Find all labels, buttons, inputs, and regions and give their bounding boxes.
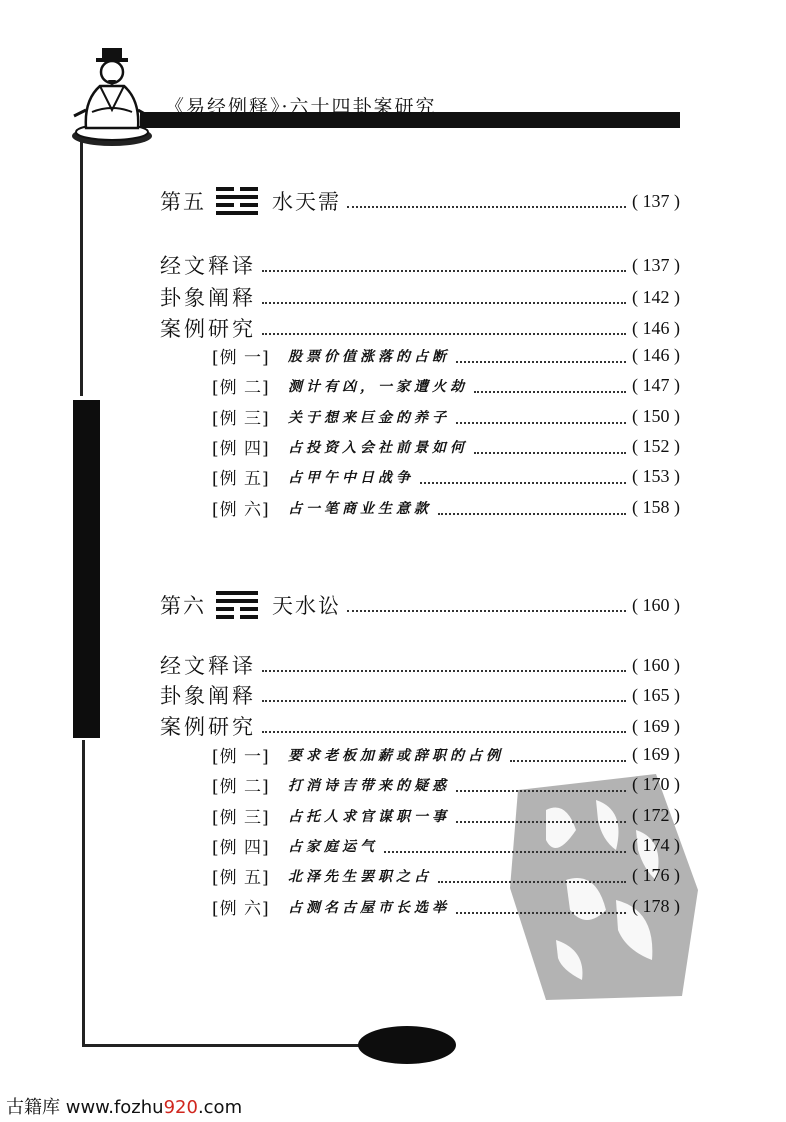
leader-dots bbox=[347, 206, 626, 208]
example-row[interactable] bbox=[212, 742, 680, 767]
section-label: 卦象阐释 bbox=[160, 286, 256, 310]
leader-dots bbox=[438, 881, 626, 883]
example-title: 要求老板加薪或辞职的占例 bbox=[288, 747, 504, 764]
page-number: ( 153 ) bbox=[632, 466, 680, 486]
example-row[interactable] bbox=[212, 863, 680, 888]
page-number: ( 158 ) bbox=[632, 497, 680, 517]
example-title: 占家庭运气 bbox=[288, 838, 378, 855]
example-label: [例 二] bbox=[212, 777, 270, 797]
section-label: 卦象阐释 bbox=[160, 684, 256, 708]
section-jingwen[interactable] bbox=[160, 650, 680, 680]
leader-dots bbox=[262, 333, 626, 335]
example-row[interactable] bbox=[212, 803, 680, 828]
left-rail-thick bbox=[73, 400, 100, 738]
header-title: 《易经例释》·六十四卦案研究 bbox=[165, 96, 437, 118]
example-row[interactable] bbox=[212, 434, 680, 459]
example-label: [例 一] bbox=[212, 747, 270, 767]
example-title: 占托人求官谋职一事 bbox=[288, 808, 450, 825]
left-rail-lower bbox=[82, 740, 85, 1045]
page-number: ( 142 ) bbox=[632, 286, 680, 307]
footer-site-suffix: .com bbox=[197, 1097, 243, 1118]
example-row[interactable] bbox=[212, 343, 680, 368]
xu-hexagram-icon bbox=[216, 187, 258, 215]
section-label: 案例研究 bbox=[160, 317, 256, 341]
leader-dots bbox=[456, 790, 626, 792]
leader-dots bbox=[347, 610, 626, 612]
example-title: 北泽先生罢职之占 bbox=[288, 868, 432, 885]
footer-oval bbox=[358, 1026, 456, 1064]
leader-dots bbox=[262, 731, 626, 733]
song-hexagram-icon bbox=[216, 591, 258, 619]
page-number: ( 146 ) bbox=[632, 317, 680, 338]
example-title: 占投资入会社前景如何 bbox=[288, 439, 468, 456]
chapter-5[interactable] bbox=[160, 186, 680, 216]
section-anli[interactable] bbox=[160, 711, 680, 741]
example-label: [例 三] bbox=[212, 409, 270, 429]
example-label: [例 六] bbox=[212, 899, 270, 919]
example-row[interactable] bbox=[212, 495, 680, 520]
chapter-6[interactable] bbox=[160, 590, 680, 620]
page-number: ( 160 ) bbox=[632, 594, 680, 615]
page-number: ( 160 ) bbox=[632, 654, 680, 675]
page-number: ( 170 ) bbox=[632, 774, 680, 794]
section-guaxiang[interactable] bbox=[160, 282, 680, 312]
leader-dots bbox=[420, 482, 626, 484]
example-row[interactable] bbox=[212, 894, 680, 919]
leader-dots bbox=[262, 270, 626, 272]
example-label: [例 五] bbox=[212, 469, 270, 489]
page-number: ( 150 ) bbox=[632, 406, 680, 426]
leader-dots bbox=[456, 361, 626, 363]
page-number: ( 176 ) bbox=[632, 865, 680, 885]
scholar-figure-icon bbox=[66, 40, 158, 148]
page-number: ( 178 ) bbox=[632, 896, 680, 916]
chapter-label: 第五 bbox=[160, 190, 206, 214]
leader-dots bbox=[474, 452, 626, 454]
page-number: ( 146 ) bbox=[632, 345, 680, 365]
leader-dots bbox=[438, 513, 626, 515]
example-row[interactable] bbox=[212, 464, 680, 489]
chapter-name: 天水讼 bbox=[272, 594, 341, 618]
example-title: 股票价值涨落的占断 bbox=[288, 348, 450, 365]
footer-site-number: 920 bbox=[163, 1097, 198, 1118]
leader-dots bbox=[510, 760, 626, 762]
footer-line bbox=[82, 1044, 382, 1047]
example-label: [例 六] bbox=[212, 500, 270, 520]
page-number: ( 152 ) bbox=[632, 436, 680, 456]
page-number: ( 174 ) bbox=[632, 835, 680, 855]
section-jingwen[interactable] bbox=[160, 250, 680, 280]
page-number: ( 169 ) bbox=[632, 715, 680, 736]
example-title: 测计有凶，一家遭火劫 bbox=[288, 378, 468, 395]
leader-dots bbox=[384, 851, 626, 853]
section-label: 经文释译 bbox=[160, 254, 256, 278]
leader-dots bbox=[456, 912, 626, 914]
page-number: ( 137 ) bbox=[632, 254, 680, 275]
example-label: [例 四] bbox=[212, 838, 270, 858]
example-label: [例 四] bbox=[212, 439, 270, 459]
section-anli[interactable] bbox=[160, 313, 680, 343]
example-title: 占一笔商业生意款 bbox=[288, 500, 432, 517]
example-row[interactable] bbox=[212, 373, 680, 398]
section-label: 经文释译 bbox=[160, 654, 256, 678]
example-label: [例 五] bbox=[212, 868, 270, 888]
example-row[interactable] bbox=[212, 404, 680, 429]
leader-dots bbox=[474, 391, 626, 393]
leader-dots bbox=[456, 821, 626, 823]
section-label: 案例研究 bbox=[160, 715, 256, 739]
page-number: ( 169 ) bbox=[632, 744, 680, 764]
page-number: ( 147 ) bbox=[632, 375, 680, 395]
chapter-label: 第六 bbox=[160, 594, 206, 618]
example-title: 占甲午中日战争 bbox=[288, 469, 414, 486]
leader-dots bbox=[456, 422, 626, 424]
page-number: ( 165 ) bbox=[632, 684, 680, 705]
leader-dots bbox=[262, 700, 626, 702]
example-label: [例 三] bbox=[212, 808, 270, 828]
example-title: 关于想来巨金的养子 bbox=[288, 409, 450, 426]
example-label: [例 一] bbox=[212, 348, 270, 368]
left-rail-thin bbox=[80, 140, 83, 396]
chapter-name: 水天需 bbox=[272, 190, 341, 214]
footer-site-prefix: 古籍库 www.fozhu bbox=[6, 1097, 164, 1118]
example-title: 打消诗吉带来的疑惑 bbox=[288, 777, 450, 794]
example-row[interactable] bbox=[212, 833, 680, 858]
leader-dots bbox=[262, 670, 626, 672]
section-guaxiang[interactable] bbox=[160, 680, 680, 710]
leader-dots bbox=[262, 302, 626, 304]
example-label: [例 二] bbox=[212, 378, 270, 398]
page-number: ( 172 ) bbox=[632, 805, 680, 825]
example-row[interactable] bbox=[212, 772, 680, 797]
example-title: 占测名古屋市长选举 bbox=[288, 899, 450, 916]
footer-site-url[interactable] bbox=[6, 1093, 242, 1119]
page-number: ( 137 ) bbox=[632, 190, 680, 211]
